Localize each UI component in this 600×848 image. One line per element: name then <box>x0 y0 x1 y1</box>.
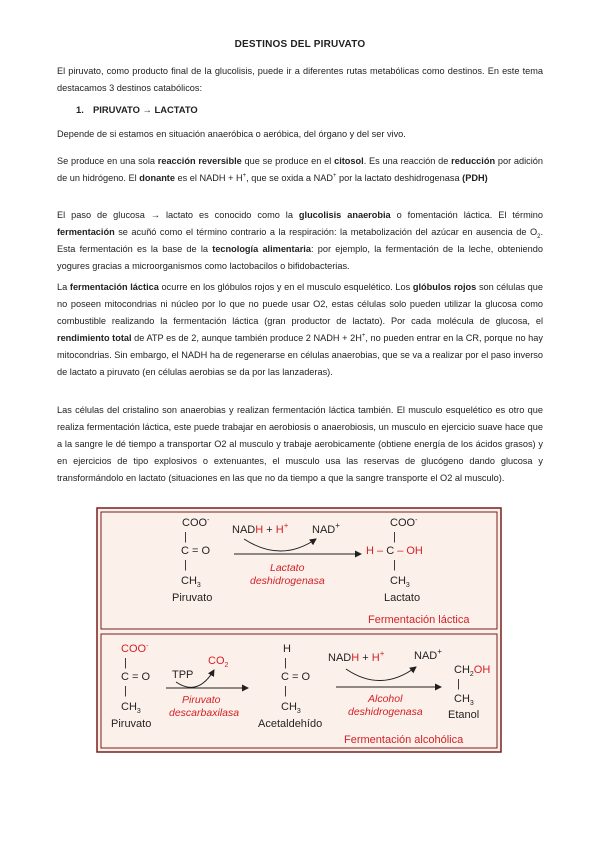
paragraph-4: La fermentación láctica ocurre en los glóbulos rojos y en el musculo esquelético. Los glóbulos rojos son células que no poseen mitocondrias ni núcleo por lo que no puede usar O2, estas células solo pueden utilizar la glucosa como combustible realizando la fermentación láctica (gran productor de lactato). Por cada molécula de glucosa, el rendimiento total de ATP es de 2, aunque también produce 2 NADH + 2H+, no pueden entrar en la CR, porque no hay mitocondrias. Sin embargo, el NADH ha de regenerarse en células anaerobias, que se va a realizar por el paso inverso de lactato a piruvato (en células aerobias se da por las lanzaderas). <box>57 282 544 377</box>
svg-text:CH3: $CH_3$ <box>181 575 201 589</box>
svg-text:|: | <box>184 559 187 571</box>
substrate-label-alcoholic: Piruvato <box>111 718 152 730</box>
fermentation-figure <box>96 507 502 753</box>
section-number: 1. <box>76 104 84 115</box>
product-label-alcoholic: Etanol <box>448 709 480 721</box>
svg-text:H – C – OH: H – C – OH <box>366 545 423 557</box>
svg-text:C = O: C = O <box>181 545 211 557</box>
svg-text:deshidrogenasa: deshidrogenasa <box>250 575 325 587</box>
svg-text:CH3: $CH_3$ <box>281 701 301 715</box>
alcoholic-fermentation-label: Fermentación alcohólica <box>344 734 464 746</box>
section-heading <box>76 104 198 115</box>
svg-text:|: | <box>284 657 287 669</box>
svg-text:NAD+: NAD+ <box>312 521 340 536</box>
svg-text:NADH + H+: NADH + H+ <box>328 649 385 664</box>
svg-text:NADH + H+: NADH + H+ <box>232 521 289 536</box>
svg-text:CH3: $CH_3$ <box>454 693 474 707</box>
svg-text:CO2: $CO_2$ <box>208 655 229 669</box>
svg-text:H: H <box>283 643 291 655</box>
svg-text:C = O: C = O <box>281 671 311 683</box>
svg-text:COO-: COO- <box>390 517 418 529</box>
svg-text:CH3: $CH_3$ <box>390 575 410 589</box>
svg-text:|: | <box>393 559 396 571</box>
figure-frame <box>97 508 501 752</box>
substrate-label-lactic: Piruvato <box>172 592 213 604</box>
document-title: DESTINOS DEL PIRUVATO <box>234 39 366 50</box>
svg-text:descarbaxilasa: descarbaxilasa <box>169 707 240 719</box>
svg-text:COO-: COO- <box>121 643 149 655</box>
svg-text:CH3: $CH_3$ <box>121 701 141 715</box>
svg-text:|: | <box>184 531 187 543</box>
svg-text:Alcohol: Alcohol <box>368 693 403 705</box>
svg-text:NAD+: NAD+ <box>414 647 442 662</box>
svg-text:deshidrogenasa: deshidrogenasa <box>348 706 423 718</box>
paragraph-5: Las células del cristalino son anaerobias y realizan fermentación láctica también. El musculo esquelético es otro que realiza fermentación láctica, este puede trabajar en aerobiosis o anaerobiosis, un musculo en ejercicio suave hace que a la sangre le dé tiempo a transportar O2 al musculo y trabaje aerobicamente (obtiene energía de los ácidos grasos) y en ejercicios de tipo explosivos o extenuantes, el musculo usa las reservas de glucógeno dando glucosa y transformándolo en lactato (situaciones en las que no da tiempo a que la sangre transporte el O2 al musculo). <box>57 405 543 483</box>
paragraph-3: El paso de glucosa → lactato es conocido como la glucolisis anaerobia o fomentación láctica. El término fermentación se acuñó como el término contrario a la respiración: la metabolización del azúcar en ausencia de $O_2$. Esta fermentación es la base de la tecnología alimentaria: por ejemplo, la fermentación de la leche, obteniendo yogures gracias a microorganismos como lactobacilos o bifidobacterias. <box>57 210 544 271</box>
product-label-lactic: Lactato <box>384 592 421 604</box>
svg-text:CH2OH: $CH_2OH$ <box>454 664 491 678</box>
svg-text:|: | <box>124 685 127 697</box>
lactic-fermentation-label: Fermentación láctica <box>368 614 470 626</box>
intermediate-label: Acetaldehído <box>258 718 323 730</box>
svg-text:|: | <box>284 685 287 697</box>
svg-text:C = O: C = O <box>121 671 151 683</box>
svg-text:|: | <box>457 678 460 690</box>
svg-text:|: | <box>393 531 396 543</box>
paragraph-2: Se produce en una sola reacción reversible que se produce en el citosol. Es una reacción de reducción por adición de un hidrógeno. El donante es el NADH + H+, que se oxida a NAD+ por la lactato deshidrogenasa (PDH) <box>57 156 544 183</box>
intro-paragraph: El piruvato, como producto final de la glucolisis, puede ir a diferentes rutas metabólicas como destinos. En este tema destacamos 3 destinos catabólicos: <box>57 66 543 93</box>
section-title: PIRUVATO → LACTATO <box>93 104 198 115</box>
svg-text:Lactato: Lactato <box>270 562 305 574</box>
svg-text:|: | <box>124 657 127 669</box>
paragraph-1: Depende de si estamos en situación anaeróbica o aeróbica, del órgano y del ser vivo. <box>57 129 406 139</box>
svg-text:TPP: TPP <box>172 669 194 681</box>
svg-text:Piruvato: Piruvato <box>182 694 221 706</box>
svg-text:COO-: COO- <box>182 517 210 529</box>
